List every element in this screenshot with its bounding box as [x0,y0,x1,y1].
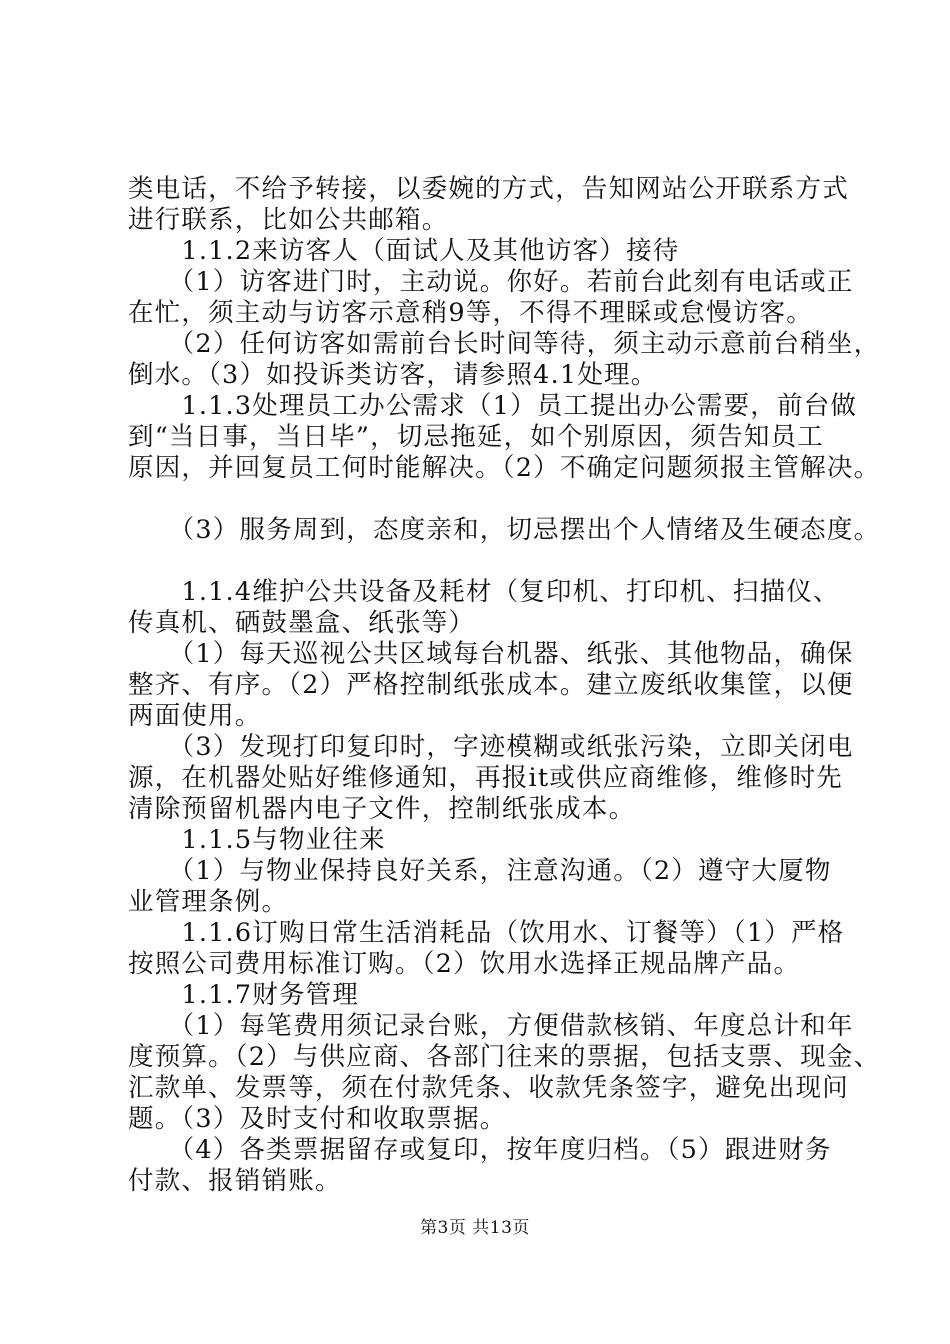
text-line: （1）与物业保持良好关系，注意沟通。（2）遵守大厦物 [128,856,832,886]
text-line: （1）访客进门时，主动说。你好。若前台此刻有电话或正 [128,267,854,297]
text-line: 付款、报销销账。 [128,1166,342,1196]
text-line: 按照公司费用标准订购。（2）饮用水选择正规品牌产品。 [128,949,801,979]
text-line: 题。（3）及时支付和收取票据。 [128,1104,507,1134]
text-line: 到“当日事，当日毕”，切忌拖延，如个别原因，须告知员工 [128,422,824,452]
text-line: 清除预留机器内电子文件，控制纸张成本。 [128,794,636,824]
text-line: （3）服务周到，态度亲和，切忌摆出个人情绪及生硬态度。 [128,515,881,545]
text-line: （1）每天巡视公共区域每台机器、纸张、其他物品，确保 [128,639,854,669]
section-heading: 1.1.2来访客人（面试人及其他访客）接待 [128,236,680,266]
section-heading: 1.1.5与物业往来 [128,825,386,855]
text-line: （4）各类票据留存或复印，按年度归档。（5）跟进财务 [128,1135,832,1165]
text-line: 源，在机器处贴好维修通知，再报it或供应商维修，维修时先 [128,763,844,793]
text-line: （3）发现打印复印时，字迹模糊或纸张污染，立即关闭电 [128,732,854,762]
section-heading: 1.1.4维护公共设备及耗材（复印机、打印机、扫描仪、 [128,577,840,607]
text-line: 汇款单、发票等，须在付款凭条、收款凭条签字，避免出现问 [128,1073,849,1103]
blank-line [128,484,834,515]
page-number-footer: 第3页 共13页 [420,1218,530,1238]
text-line: 传真机、硒鼓墨盒、纸张等） [128,608,476,638]
text-line: 类电话，不给予转接，以委婉的方式，告知网站公开联系方式 [128,174,849,204]
text-line: （2）任何访客如需前台长时间等待，须主动示意前台稍坐， [128,329,881,359]
blank-line [128,546,834,577]
section-heading: 1.1.6订购日常生活消耗品（饮用水、订餐等）（1）严格 [128,918,845,948]
document-body [128,174,881,1197]
section-heading: 1.1.3处理员工办公需求（1）员工提出办公需要，前台做 [128,391,858,421]
text-line: 度预算。（2）与供应商、各部门往来的票据，包括支票、现金、 [128,1042,881,1072]
section-heading: 1.1.7财务管理 [128,980,360,1010]
text-line: 倒水。（3）如投诉类访客，请参照4.1处理。 [128,360,658,390]
text-line: 整齐、有序。（2）严格控制纸张成本。建立废纸收集筐，以便 [128,670,854,700]
text-line: 在忙，须主动与访客示意稍9等，不得不理睬或怠慢访客。 [128,298,813,328]
text-line: 进行联系，比如公共邮箱。 [128,205,449,235]
text-line: 两面使用。 [128,701,262,731]
text-line: 业管理条例。 [128,887,289,917]
text-line: 原因，并回复员工何时能解决。（2）不确定问题须报主管解决。 [128,453,881,483]
text-line: （1）每笔费用须记录台账，方便借款核销、年度总计和年 [128,1011,854,1041]
